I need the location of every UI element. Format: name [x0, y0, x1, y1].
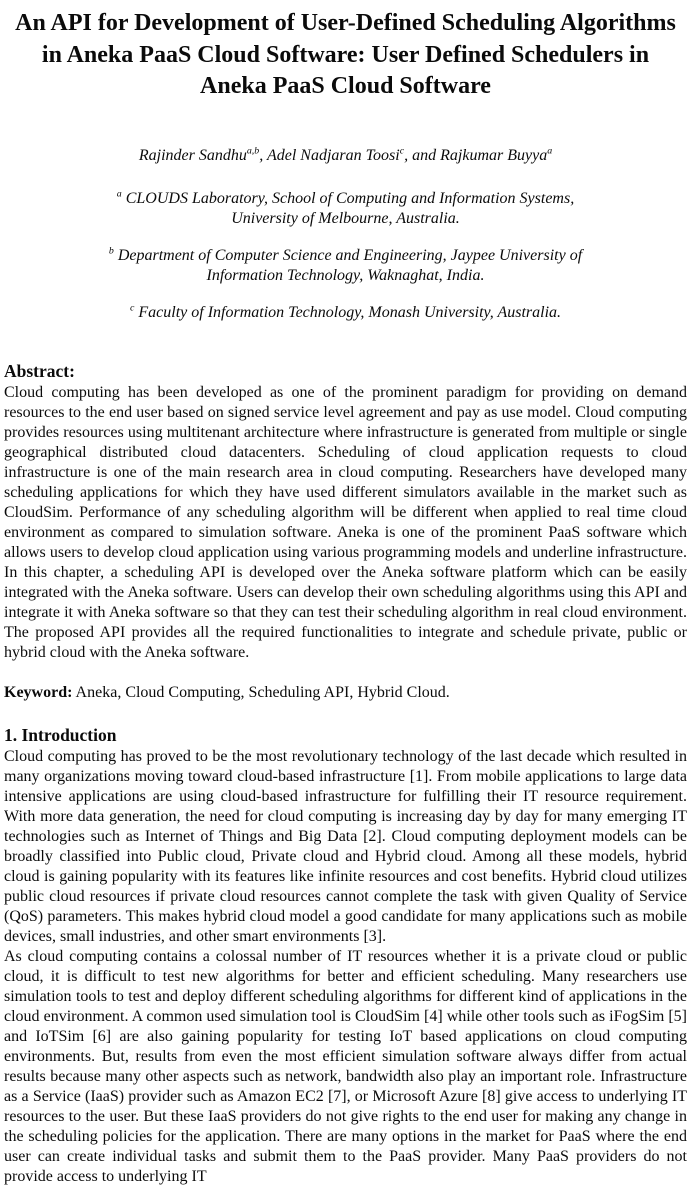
author-superscript: a,b [246, 145, 260, 157]
affiliation-superscript: a [116, 188, 122, 200]
intro-paragraph-2: As cloud computing contains a colossal number of IT resources whether it is a private cloud or public cloud, it is difficult to test new algorithms for better and efficient scheduling. Many researchers use simulation tools to test and deploy different scheduling algorithms for different kind of applications in the cloud environment. A common used simulation tool is CloudSim [4] while other tools such as iFogSim [5] and IoTSim [6] are also gaining popularity for testing IoT based applications on cloud computing environments. But, results from even the most efficient simulation software always differ from actual results because many other aspects such as network, bandwidth also play an important role. Infrastructure as a Service (IaaS) provider such as Amazon EC2 [7], or Microsoft Azure [8] give access to underlying IT resources to the user. But these IaaS providers do not give rights to the end user for making any change in the scheduling policies for the application. There are many options in the market for PaaS where the end user can create individual tasks and submit them to the PaaS provider. Many PaaS providers do not provide access to underlying IT [4, 948, 687, 1186]
author-separator: , and [404, 147, 441, 165]
author-separator: , [259, 147, 267, 165]
abstract-text: Cloud computing has been developed as one of the prominent paradigm for providing on demand resources to the end user based on signed service level agreement and pay as use model. Cloud computing provides resources using multitenant architecture where infrastructure is generated from multiple or single geographical distributed cloud datacenters. Scheduling of cloud application requests to cloud infrastructure is one of the main research area in cloud computing. Researchers have developed many scheduling applications for which they have used different simulators available in the market such as CloudSim. Performance of any scheduling algorithm will be different when applied to real time cloud environment as compared to simulation software. Aneka is one of the prominent PaaS software which allows users to develop cloud application using various programming models and underline infrastructure. In this chapter, a scheduling API is developed over the Aneka software platform which can be easily integrated with the Aneka software. Users can develop their own scheduling algorithms using this API and integrate it with Aneka software so that they can test their scheduling algorithm in real cloud environment. The proposed API provides all the required functionalities to integrate and schedule private, public or hybrid cloud with the Aneka software. [4, 384, 687, 662]
affiliation-text: CLOUDS Laboratory, School of Computing and Information Systems, University of Melbourne, Australia. [121, 190, 575, 228]
paper-title: An API for Development of User-Defined Scheduling Algorithms in Aneka PaaS Cloud Software: User Defined Schedulers in Aneka PaaS Cloud Software [15, 10, 676, 100]
author-superscript: c [399, 145, 405, 157]
author-name: Rajkumar Buyya [440, 147, 548, 165]
author-name: Rajinder Sandhu [138, 147, 247, 165]
keywords-line [4, 683, 687, 703]
affiliation-text: Department of Computer Science and Engineering, Jaypee University of Information Technology, Waknaghat, India. [113, 247, 583, 285]
author-name: Adel Nadjaran Toosi [266, 147, 400, 165]
abstract-heading: Abstract: [4, 361, 75, 382]
keywords-label: Keyword: [4, 684, 73, 702]
authors-line [4, 147, 687, 165]
affiliation [96, 303, 596, 323]
affiliation [96, 189, 596, 229]
author-superscript: a [547, 145, 553, 157]
affiliation-text: Faculty of Information Technology, Monash University, Australia. [134, 304, 562, 322]
affiliation-superscript: b [108, 245, 114, 257]
section-heading-introduction: 1. Introduction [4, 725, 117, 746]
keywords-text: Aneka, Cloud Computing, Scheduling API, Hybrid Cloud. [72, 684, 450, 702]
affiliation-superscript: c [129, 302, 135, 314]
affiliation [96, 246, 596, 286]
intro-paragraph-1: Cloud computing has proved to be the most revolutionary technology of the last decade which resulted in many organizations moving toward cloud-based infrastructure [1]. From mobile applications to large data intensive applications are using cloud-based infrastructure for fulfilling their IT resource requirement. With more data generation, the need for cloud computing is increasing day by day for many emerging IT technologies such as Internet of Things and Big Data [2]. Cloud computing deployment models can be broadly classified into Public cloud, Private cloud and Hybrid cloud. Among all these models, hybrid cloud is gaining popularity with its features like infinite resources and cost benefits. Hybrid cloud utilizes public cloud resources if private cloud resources cannot complete the task with given Quality of Service (QoS) parameters. This makes hybrid cloud model a good candidate for many applications such as mobile devices, small industries, and other smart environments [3]. [4, 748, 687, 946]
